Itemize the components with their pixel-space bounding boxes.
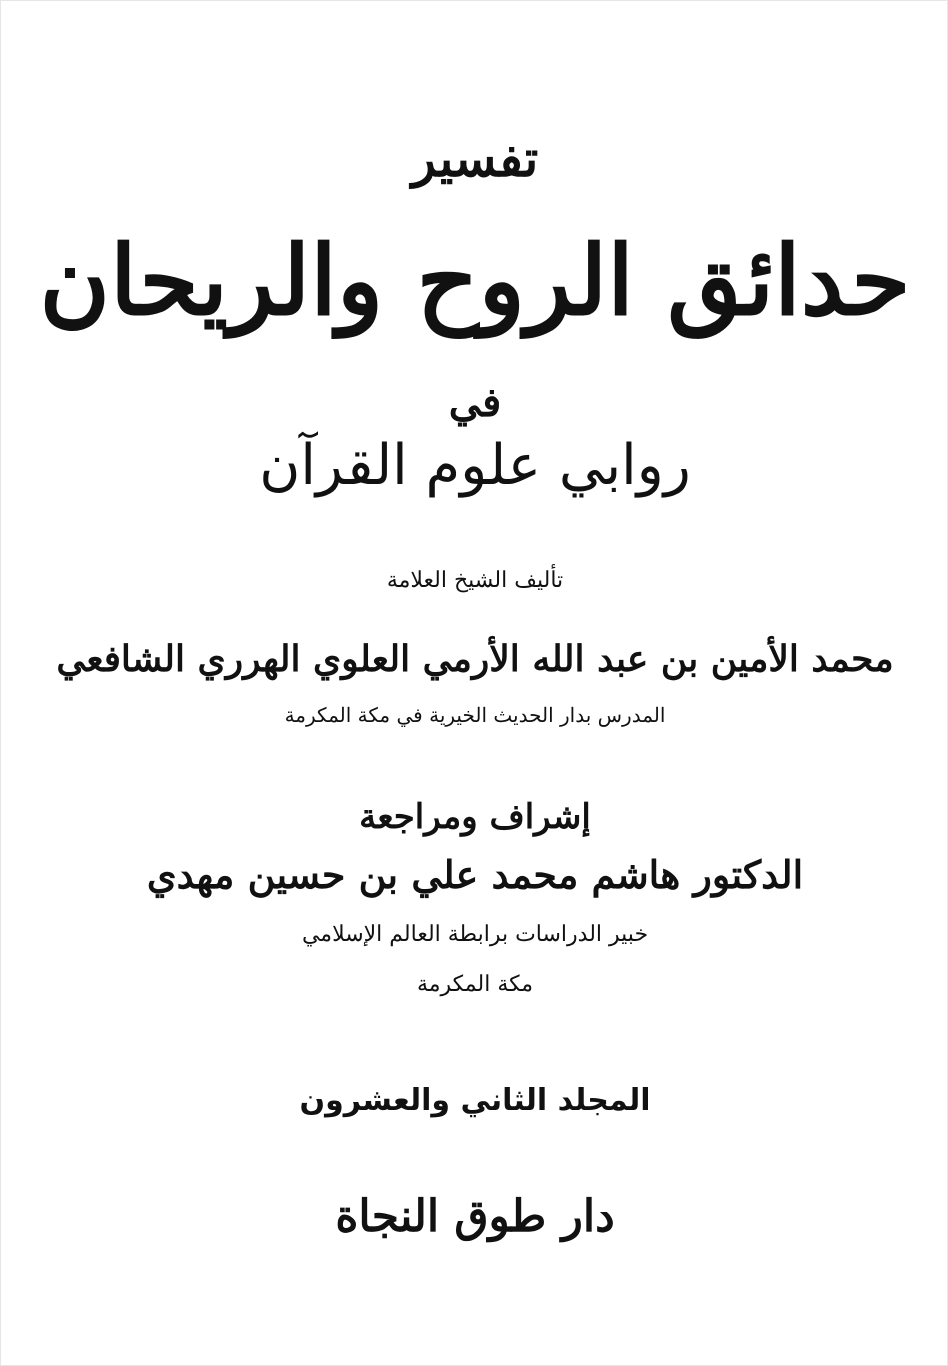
author-name: محمد الأمين بن عبد الله الأرمي العلوي الهرري الشافعي <box>56 638 894 680</box>
tafsir-heading: تفسير <box>411 129 539 188</box>
title-connector: في <box>448 379 502 426</box>
volume-label: المجلد الثاني والعشرون <box>299 1083 651 1118</box>
authored-by-label: تأليف الشيخ العلامة <box>386 568 564 593</box>
book-subtitle: روابي علوم القرآن <box>259 433 691 498</box>
supervision-label: إشراف ومراجعة <box>359 797 591 837</box>
reviewer-city: مكة المكرمة <box>416 972 534 997</box>
reviewer-description: خبير الدراسات برابطة العالم الإسلامي <box>301 922 649 947</box>
publisher-name: دار طوق النجاة <box>335 1191 615 1242</box>
reviewer-name: الدكتور هاشم محمد علي بن حسين مهدي <box>146 852 804 897</box>
book-title: حدائق الروح والريحان <box>39 224 911 337</box>
author-description: المدرس بدار الحديث الخيرية في مكة المكرمة <box>284 703 666 727</box>
